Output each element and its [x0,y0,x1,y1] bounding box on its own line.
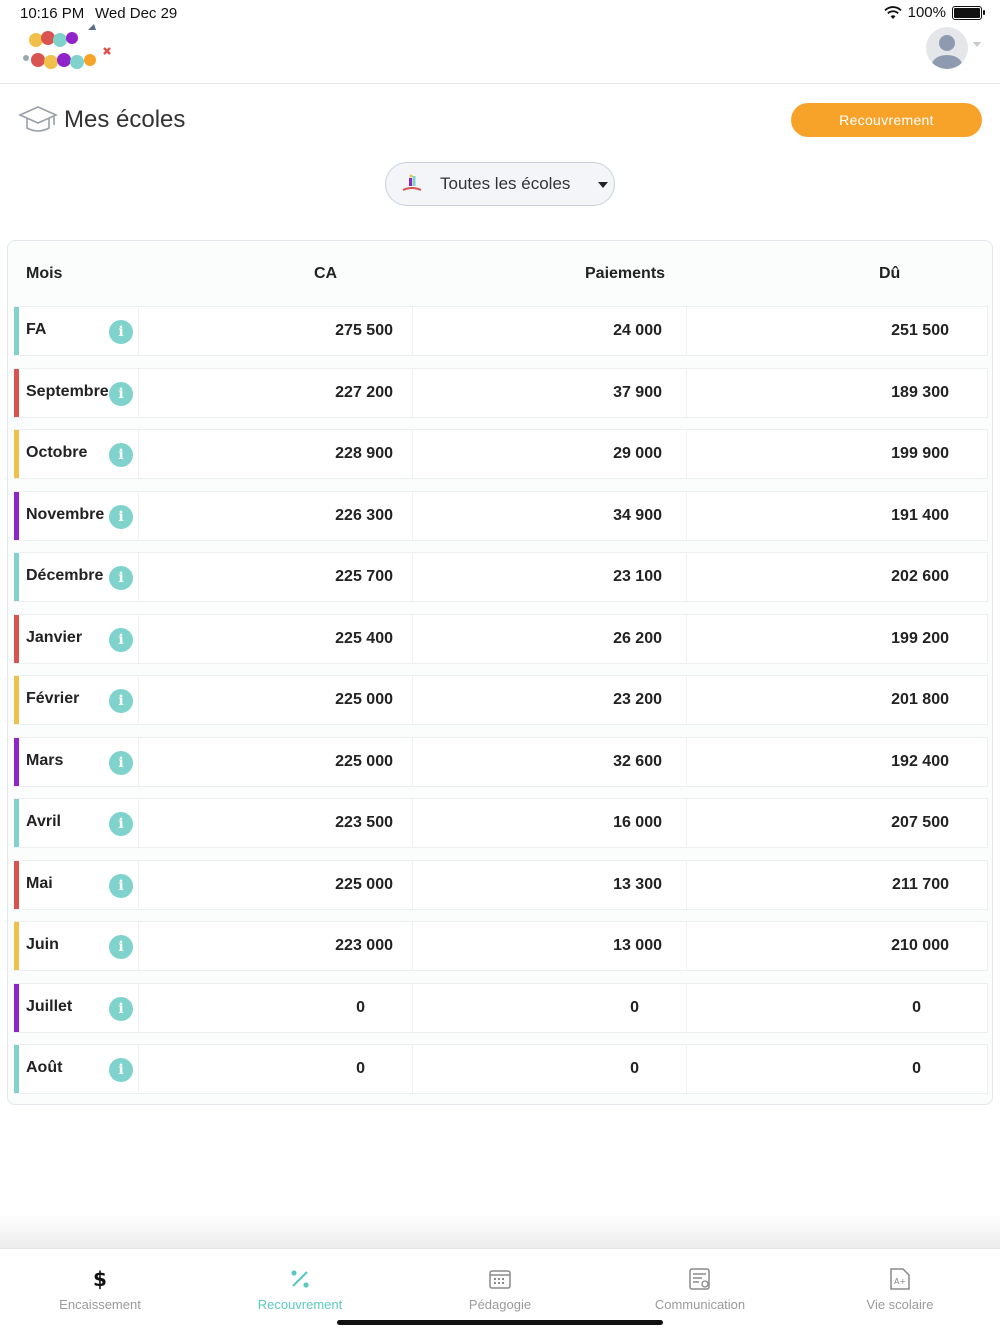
paiements-value: 23 100 [613,568,662,585]
info-icon[interactable]: i [109,443,133,467]
cell-du [687,553,987,601]
info-icon[interactable]: i [109,689,133,713]
cell-mois [19,738,139,786]
cell-mois [19,307,139,355]
info-icon[interactable]: i [109,628,133,652]
tab-label: Encaissement [59,1297,141,1312]
column-header-du: Dû [879,265,901,282]
du-value: 251 500 [891,322,949,339]
table-row [14,860,988,910]
column-header-ca: CA [314,265,338,282]
du-value: 189 300 [891,383,949,401]
cell-ca [139,553,413,601]
table-row [14,675,988,725]
ca-value: 225 000 [335,875,393,893]
month-name: Février [26,690,80,707]
paiements-value: 32 600 [613,752,662,770]
user-avatar[interactable] [926,27,968,69]
ca-value: 0 [356,998,365,1016]
cell-mois [19,369,139,417]
cell-du [687,984,987,1032]
paiements-value: 23 200 [613,691,662,708]
info-icon[interactable]: i [109,874,133,898]
cell-du [687,430,987,478]
paiements-value: 34 900 [613,506,662,524]
cell-du [687,676,987,724]
school-select[interactable] [385,162,615,206]
du-value: 202 600 [891,568,949,585]
table-row [14,306,988,356]
month-name: Novembre [26,505,105,523]
paiements-value: 16 000 [613,814,662,831]
school-select-value: Toutes les écoles [440,174,571,193]
month-name: Septembre [26,382,109,400]
cell-paiements [413,369,687,417]
svg-text:A+: A+ [894,1277,907,1286]
cell-du [687,307,987,355]
cell-mois [19,615,139,663]
du-value: 201 800 [891,691,949,708]
cell-paiements [413,676,687,724]
calendar-grid-icon [488,1267,512,1291]
cell-ca [139,922,413,970]
table-row [14,368,988,418]
du-value: 207 500 [891,814,949,831]
month-name: Janvier [26,628,83,646]
du-value: 0 [912,1060,921,1077]
info-icon[interactable]: i [109,505,133,529]
paiements-value: 0 [630,1060,639,1077]
app-logo[interactable] [18,22,114,76]
cell-mois [19,799,139,847]
month-name: Juillet [26,997,73,1015]
cell-paiements [413,984,687,1032]
ca-value: 225 400 [335,629,393,647]
cell-du [687,492,987,540]
cell-ca [139,1045,413,1093]
ca-value: 223 500 [335,814,393,831]
ca-value: 225 000 [335,691,393,708]
cell-ca [139,369,413,417]
month-name: Août [26,1059,63,1076]
cell-paiements [413,553,687,601]
month-name: Juin [26,936,59,953]
table-row [14,983,988,1033]
cell-ca [139,676,413,724]
table-row [14,737,988,787]
tab-label: Pédagogie [468,1297,532,1312]
cell-ca [139,492,413,540]
cell-paiements [413,1045,687,1093]
ca-value: 223 000 [335,937,393,954]
chevron-down-icon[interactable] [973,42,981,47]
table-row [14,921,988,971]
recouvrement-button[interactable]: Recouvrement [791,103,982,137]
paiements-value: 26 200 [613,629,662,647]
cell-paiements [413,492,687,540]
info-icon[interactable]: i [109,812,133,836]
tab-label: Recouvrement [257,1297,343,1312]
ca-value: 227 200 [335,383,393,401]
cell-mois [19,984,139,1032]
info-icon[interactable]: i [109,751,133,775]
cell-mois [19,553,139,601]
tab-vie-scolaire[interactable] [800,1249,1000,1319]
paiements-value: 24 000 [613,322,662,339]
info-icon[interactable]: i [109,935,133,959]
ca-value: 228 900 [335,445,393,462]
column-header-paiements: Paiements [585,265,666,282]
tab-encaissement[interactable] [0,1249,200,1319]
ca-value: 0 [356,1060,365,1077]
cell-mois [19,861,139,909]
cell-du [687,861,987,909]
cell-mois [19,922,139,970]
chevron-down-icon [598,182,608,188]
month-name: Avril [26,813,61,830]
school-book-icon [400,172,424,196]
month-name: Mars [26,751,64,769]
battery-percent: 100% [907,4,946,21]
cell-ca [139,861,413,909]
status-date: Wed Dec 29 [95,5,178,22]
table-row [14,1044,988,1094]
cell-ca [139,799,413,847]
app-header [0,0,1000,84]
info-icon[interactable]: i [109,382,133,406]
table-row [14,798,988,848]
content-fade [0,1215,1000,1249]
recouvrement-table [7,240,993,1105]
cell-ca [139,615,413,663]
cell-du [687,615,987,663]
paiements-value: 29 000 [613,445,662,462]
cell-mois [19,430,139,478]
cell-du [687,1045,987,1093]
cell-paiements [413,861,687,909]
info-icon[interactable]: i [109,566,133,590]
user-icon [926,27,968,69]
paiements-value: 0 [630,998,639,1016]
paiements-value: 13 300 [613,875,662,893]
du-value: 199 900 [891,445,949,462]
graduation-cap-icon [18,103,58,137]
tab-label: Communication [654,1297,746,1312]
cell-paiements [413,307,687,355]
month-name: Mai [26,874,53,892]
table-row [14,552,988,602]
cell-paiements [413,738,687,786]
month-name: Octobre [26,444,88,461]
home-indicator[interactable] [337,1320,663,1325]
percent-icon [288,1267,312,1291]
du-value: 191 400 [891,506,949,524]
dollar-icon: $ [93,1267,107,1291]
grade-sheet-icon [888,1267,912,1291]
cell-paiements [413,799,687,847]
du-value: 210 000 [891,937,949,954]
cell-mois [19,492,139,540]
table-row [14,614,988,664]
cell-ca [139,738,413,786]
cell-mois [19,1045,139,1093]
du-value: 192 400 [891,752,949,770]
tab-pedagogie[interactable] [400,1249,600,1319]
du-value: 0 [912,998,921,1016]
du-value: 199 200 [891,629,949,647]
cell-paiements [413,430,687,478]
paiements-value: 37 900 [613,383,662,401]
du-value: 211 700 [892,875,949,893]
month-name: Décembre [26,567,104,584]
status-time: 10:16 PM [20,5,85,22]
paiements-value: 13 000 [613,937,662,954]
tab-recouvrement[interactable] [200,1249,400,1319]
month-name: FA [26,321,47,338]
ca-value: 225 700 [335,568,393,585]
ca-value: 225 000 [335,752,393,770]
table-body [14,306,988,1106]
ca-value: 226 300 [335,506,393,524]
info-icon[interactable]: i [109,997,133,1021]
cell-ca [139,430,413,478]
cell-ca [139,984,413,1032]
table-row [14,491,988,541]
table-header [8,241,992,305]
page-title-row [18,100,185,140]
ca-value: 275 500 [335,322,393,339]
tab-label: Vie scolaire [866,1297,934,1312]
table-row [14,429,988,479]
cell-du [687,799,987,847]
cell-paiements [413,615,687,663]
cell-ca [139,307,413,355]
column-header-mois: Mois [26,265,63,282]
page-title: Mes écoles [64,106,186,133]
cell-mois [19,676,139,724]
info-icon[interactable]: i [109,1058,133,1082]
tab-communication[interactable] [600,1249,800,1319]
info-icon[interactable]: i [109,320,133,344]
message-board-icon [688,1267,712,1291]
cell-paiements [413,922,687,970]
cell-du [687,922,987,970]
cell-du [687,738,987,786]
cell-du [687,369,987,417]
